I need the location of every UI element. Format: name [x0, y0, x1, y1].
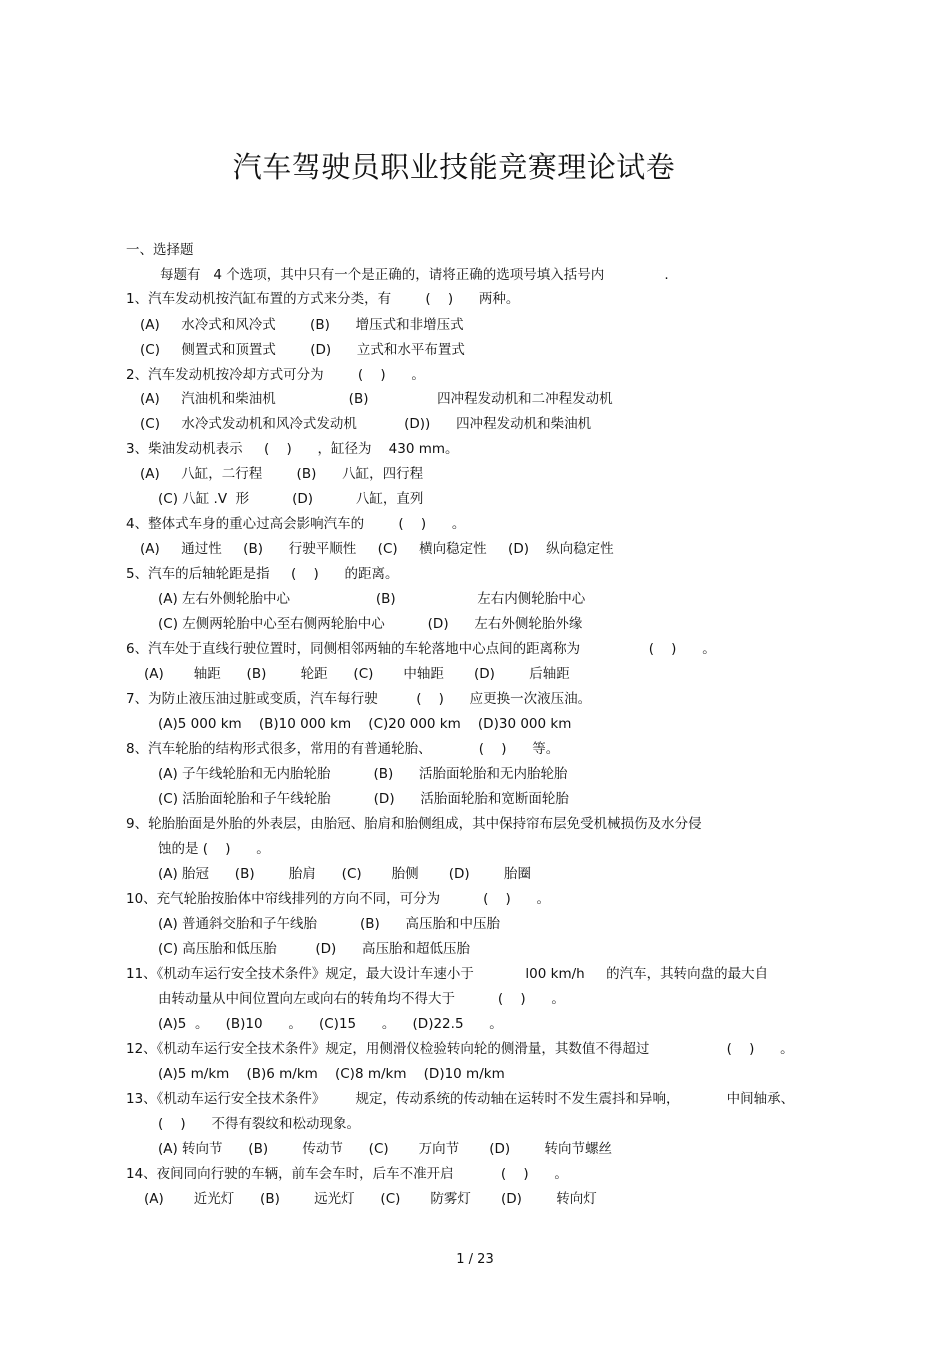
question-13-cont: ( ) 不得有裂纹和松动现象。 [158, 1116, 360, 1132]
q7-options: (A)5 000 km (B)10 000 km (C)20 000 km (D)30 000 km [158, 716, 572, 732]
q1-options-cd: (C) 侧置式和顶置式 (D) 立式和水平布置式 [140, 342, 465, 358]
question-2: 2、汽车发动机按冷却方式可分为 ( ) 。 [126, 367, 425, 383]
q8-options-ab: (A) 子午线轮胎和无内胎轮胎 (B) 活胎面轮胎和无内胎轮胎 [158, 766, 568, 782]
q10-options-ab: (A) 普通斜交胎和子午线胎 (B) 高压胎和中压胎 [158, 916, 501, 932]
q1-options-ab: (A) 水冷式和风冷式 (B) 增压式和非增压式 [140, 317, 464, 333]
page-number: 1 / 23 [456, 1252, 494, 1267]
question-12: 12、《机动车运行安全技术条件》规定，用侧滑仪检验转向轮的侧滑量，其数值不得超过 ( ) 。 [126, 1041, 794, 1057]
instructions: 每题有 4 个选项，其中只有一个是正确的，请将正确的选项号填入括号内 . [160, 267, 669, 283]
question-11-cont: 由转动量从中间位置向左或向右的转角均不得大于 ( ) 。 [158, 991, 565, 1007]
question-1: 1、汽车发动机按汽缸布置的方式来分类，有 ( ) 两种。 [126, 291, 520, 307]
question-4: 4、整体式车身的重心过高会影响汽车的 ( ) 。 [126, 516, 466, 532]
q8-options-cd: (C) 活胎面轮胎和子午线轮胎 (D) 活胎面轮胎和宽断面轮胎 [158, 791, 569, 807]
document-title: 汽车驾驶员职业技能竞赛理论试卷 [232, 150, 676, 184]
section-heading: 一、选择题 [126, 242, 194, 258]
question-3: 3、柴油发动机表示 ( ) ，缸径为 430 mm。 [126, 441, 459, 457]
q12-options: (A)5 m/km (B)6 m/km (C)8 m/km (D)10 m/km [158, 1066, 505, 1082]
q9-options: (A) 胎冠 (B) 胎肩 (C) 胎侧 (D) 胎圈 [158, 866, 531, 882]
question-9: 9、轮胎胎面是外胎的外表层，由胎冠、胎肩和胎侧组成，其中保持帘布层免受机械损伤及水分侵 [126, 816, 702, 832]
q5-options-ab: (A) 左右外侧轮胎中心 (B) 左右内侧轮胎中心 [158, 591, 586, 607]
question-9-cont: 蚀的是 ( ) 。 [158, 841, 270, 857]
question-5: 5、汽车的后轴轮距是指 ( ) 的距离。 [126, 566, 399, 582]
q6-options: (A) 轴距 (B) 轮距 (C) 中轴距 (D) 后轴距 [144, 666, 570, 682]
question-14: 14、夜间同向行驶的车辆，前车会车时，后车不准开启 ( ) 。 [126, 1166, 568, 1182]
q3-options-ab: (A) 八缸，二行程 (B) 八缸，四行程 [140, 466, 424, 482]
q4-options: (A) 通过性 (B) 行驶平顺性 (C) 横向稳定性 (D) 纵向稳定性 [140, 541, 614, 557]
question-13: 13、《机动车运行安全技术条件》 规定，传动系统的传动轴在运转时不发生震抖和异响， 中间轴承、 [126, 1091, 795, 1107]
question-10: 10、充气轮胎按胎体中帘线排列的方向不同，可分为 ( ) 。 [126, 891, 551, 907]
question-7: 7、为防止液压油过脏或变质，汽车每行驶 ( ) 应更换一次液压油。 [126, 691, 592, 707]
question-6: 6、汽车处于直线行驶位置时，同侧相邻两轴的车轮落地中心点间的距离称为 ( ) 。 [126, 641, 716, 657]
q3-options-cd: (C) 八缸 .V 形 (D) 八缸，直列 [158, 491, 424, 507]
q10-options-cd: (C) 高压胎和低压胎 (D) 高压胎和超低压胎 [158, 941, 471, 957]
q11-options: (A)5 。 (B)10 。 (C)15 。 (D)22.5 。 [158, 1016, 503, 1032]
question-8: 8、汽车轮胎的结构形式很多，常用的有普通轮胎、 ( ) 等。 [126, 741, 560, 757]
q14-options: (A) 近光灯 (B) 远光灯 (C) 防雾灯 (D) 转向灯 [144, 1191, 597, 1207]
q5-options-cd: (C) 左侧两轮胎中心至右侧两轮胎中心 (D) 左右外侧轮胎外缘 [158, 616, 583, 632]
q2-options-cd: (C) 水冷式发动机和风冷式发动机 (D)) 四冲程发动机和柴油机 [140, 416, 592, 432]
question-11: 11、《机动车运行安全技术条件》规定，最大设计车速小于 l00 km/h 的汽车，其转向盘的最大自 [126, 966, 769, 982]
q2-options-ab: (A) 汽油机和柴油机 (B) 四冲程发动机和二冲程发动机 [140, 391, 613, 407]
q13-options: (A) 转向节 (B) 传动节 (C) 万向节 (D) 转向节螺丝 [158, 1141, 612, 1157]
